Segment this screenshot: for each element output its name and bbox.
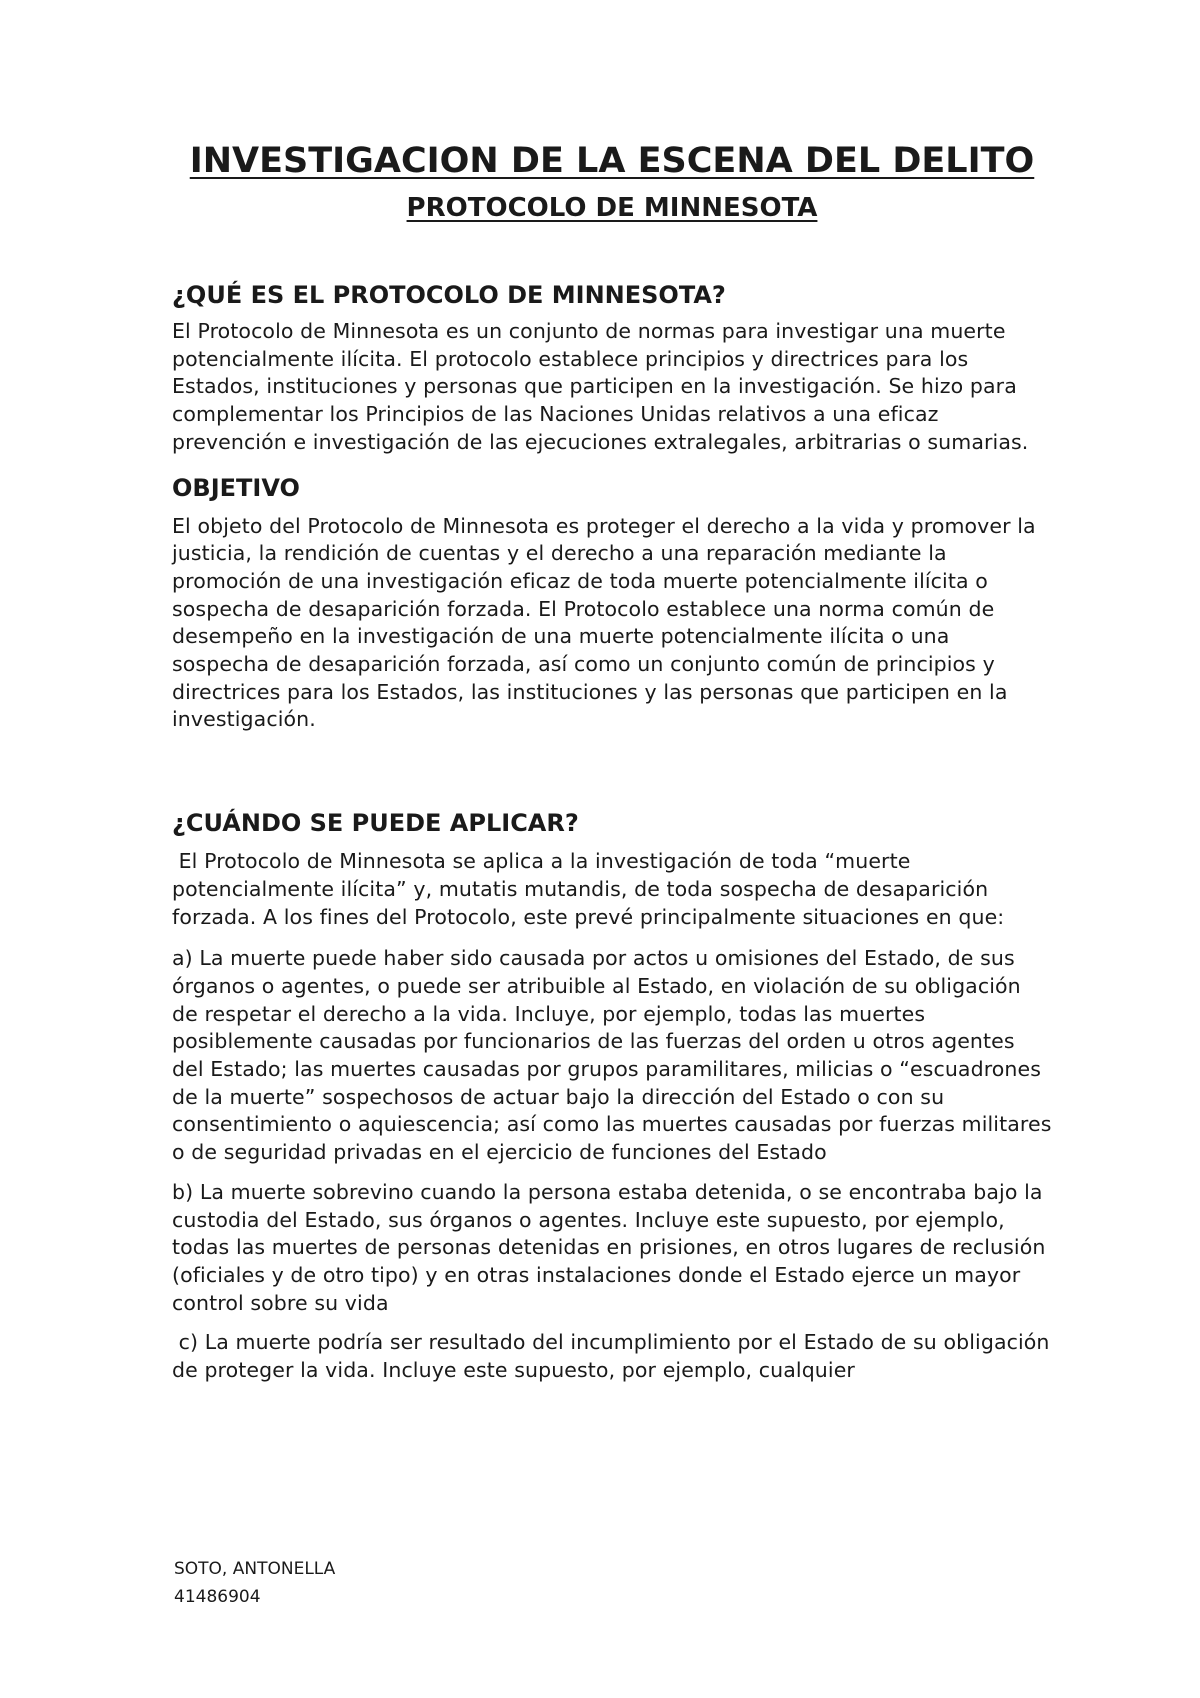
footer-author: SOTO, ANTONELLA xyxy=(174,1559,336,1579)
list-item-b: b) La muerte sobrevino cuando la persona estaba detenida, o se encontraba bajo la custodia del Estado, sus órganos o agentes. Incluye este supuesto, por ejemplo, todas las muertes de personas detenidas en prisiones, en otros lugares de reclusión (oficiales y de otro tipo) y en otras instalaciones donde el Estado ejerce un mayor control sobre su vida xyxy=(172,1179,1046,1315)
section-heading-cuando: ¿CUÁNDO SE PUEDE APLICAR? xyxy=(172,809,579,838)
section-paragraph: El objeto del Protocolo de Minnesota es proteger el derecho a la vida y promover la justicia, la rendición de cuentas y el derecho a una reparación mediante la promoción de una investigación eficaz de toda muerte potencialmente ilícita o sospecha de desaparición forzada. El Protocolo establece una norma común de desempeño en la investigación de una muerte potencialmente ilícita o una sospecha de desaparición forzada, así como un conjunto común de principios y directrices para los Estados, las instituciones y las personas que participen en la investigación. xyxy=(172,513,1036,732)
section-paragraph: El Protocolo de Minnesota se aplica a la investigación de toda “muerte potencialmente ilícita” y, mutatis mutandis, de toda sospecha de desaparición forzada. A los fines del Protocolo, este prevé principalmente situaciones en que: xyxy=(172,849,1005,929)
page-footer xyxy=(174,1555,335,1611)
list-item-c: c) La muerte podría ser resultado del incumplimiento por el Estado de su obligación de proteger la vida. Incluye este supuesto, por ejemplo, cualquier xyxy=(172,1330,1057,1383)
document-subtitle: PROTOCOLO DE MINNESOTA xyxy=(406,193,818,223)
footer-id-number: 41486904 xyxy=(174,1587,261,1607)
section-heading-objetivo: OBJETIVO xyxy=(172,473,300,502)
section-paragraph: El Protocolo de Minnesota es un conjunto de normas para investigar una muerte potencialmente ilícita. El protocolo establece principios y directrices para los Estados, instituciones y personas que participen en la investigación. Se hizo para complementar los Principios de las Naciones Unidas relativos a una eficaz prevención e investigación de las ejecuciones extralegales, arbitrarias o sumarias. xyxy=(172,319,1029,454)
list-item-a: a) La muerte puede haber sido causada por actos u omisiones del Estado, de sus órganos o agentes, o puede ser atribuible al Estado, en violación de su obligación de respetar el derecho a la vida. Incluye, por ejemplo, todas las muertes posiblemente causadas por funcionarios de las fuerzas del orden u otros agentes del Estado; las muertes causadas por grupos paramilitares, milicias o “escuadrones de la muerte” sospechosos de actuar bajo la dirección del Estado o con su consentimiento o aquiescencia; así como las muertes causadas por fuerzas militares o de seguridad privadas en el ejercicio de funciones del Estado xyxy=(172,946,1052,1165)
document-body xyxy=(172,140,1057,1385)
section-heading-que-es: ¿QUÉ ES EL PROTOCOLO DE MINNESOTA? xyxy=(172,281,726,309)
document-title: INVESTIGACION DE LA ESCENA DEL DELITO xyxy=(189,141,1035,181)
